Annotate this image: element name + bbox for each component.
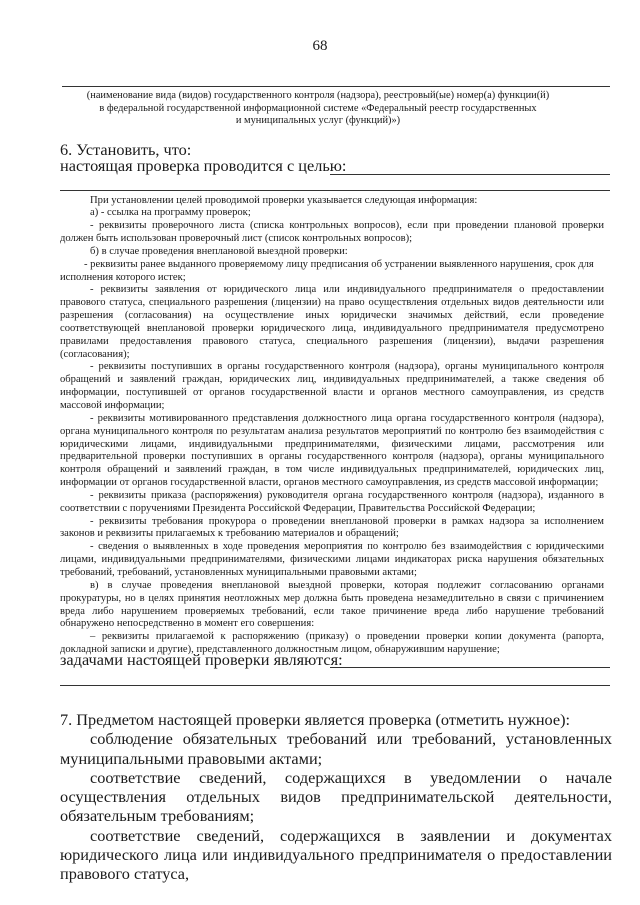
goal-label: настоящая проверка проводится с целью:: [60, 156, 347, 175]
note-item: а) - ссылка на программу проверок;: [90, 207, 251, 219]
note-item: б) в случае проведения внеплановой выездной проверки:: [90, 245, 348, 257]
goal-blank-line-2[interactable]: [60, 190, 610, 191]
check-subject-item[interactable]: соответствие сведений, содержащихся в заявлении и документах юридического лица или индивидуального предпринимателя о предоставлении правового статуса,: [60, 825, 612, 884]
note-item: в) в случае проведения внеплановой выездной проверки, которая подлежит согласованию органами прокуратуры, но в целях принятия неотложных мер должна быть проведена незамедлительно в связи с причинением вреда либо нарушением проверяемых требований, если такое причинение вреда либо нарушение требований обнаружено непосредственно в момент его совершения:: [60, 579, 604, 630]
note-intro: При установлении целей проводимой проверки указывается следующая информация:: [90, 194, 478, 206]
note-item: - реквизиты поступивших в органы государственного контроля (надзора), органы муниципального контроля обращений и заявлений граждан, юридических лиц, индивидуальных предпринимателей, а также сведения об информации, поступившей от органов государственной власти и органов местного самоуправления, из средств массовой информации;: [60, 361, 604, 411]
goal-blank-line[interactable]: [330, 174, 610, 175]
section6-title: 6. Установить, что:: [60, 140, 192, 159]
note-item: - реквизиты требования прокурора о проведении внеплановой проверки в рамках надзора за исполнением законов и реквизиты прилагаемых к требованию материалов и обращений;: [60, 515, 604, 540]
note-item: – реквизиты прилагаемой к распоряжению (приказу) о проведении проверки копии документа (рапорта, докладной записки и другие), представленного должностным лицом, обнаружившим нарушение;: [60, 631, 604, 656]
caption-line: и муниципальных услуг (функций)»): [235, 115, 401, 126]
section7: [60, 710, 612, 884]
caption-line: в федеральной государственной информационной системе «Федеральный реестр государственных: [99, 102, 537, 114]
note-item: - реквизиты приказа (распоряжения) руководителя органа государственного контроля (надзора), изданного в соответствии с поручениями Президента Российской Федерации, Правительства Российской Федерации;: [60, 489, 604, 514]
caption-line: (наименование вида (видов) государственного контроля (надзора), реестровый(ые) номер(а) функции(й): [86, 90, 550, 101]
note-item: - реквизиты ранее выданного проверяемому лицу предписания об устранении выявленного нарушения, срок для исполнения которого истек;: [60, 258, 594, 283]
page-number: 68: [312, 38, 328, 54]
note-item: - сведения о выявленных в ходе проведения мероприятия по контролю без взаимодействия с юридическими лицами, индивидуальными предпринимателями, физическими лицами индикаторах риска нарушения обязательных требований, требований, установленных муниципальными правовыми актами;: [60, 541, 604, 578]
check-subject-item[interactable]: соблюдение обязательных требований или требований, установленных муниципальными правовыми актами;: [60, 729, 612, 768]
tasks-label: задачами настоящей проверки являются:: [60, 650, 343, 669]
section7-title: 7. Предметом настоящей проверки является проверка (отметить нужное):: [60, 710, 571, 729]
check-subject-item[interactable]: соответствие сведений, содержащихся в уведомлении о начале осуществления отдельных видов предпринимательской деятельности, обязательным требованиям;: [60, 767, 612, 826]
tasks-blank-line[interactable]: [330, 667, 610, 668]
goal-instructions: [60, 195, 604, 657]
control-type-line: [62, 86, 610, 87]
control-type-caption: [68, 90, 568, 128]
note-item: - реквизиты проверочного листа (списка контрольных вопросов), если при проведении плановой проверки должен быть использован проверочный лист (список контрольных вопросов);: [60, 220, 604, 245]
note-item: - реквизиты заявления от юридического лица или индивидуального предпринимателя о предоставлении правового статуса, специального разрешения (лицензии) на право осуществления отдельных видов деятельности или разрешения (согласования) на осуществление иных юридически значимых действий, если проведение соответствующей внеплановой проверки юридического лица, индивидуального предпринимателя предусмотрено правилами предоставления правового статуса, специального разрешения (лицензии), выдачи разрешения (согласования);: [60, 284, 604, 360]
note-item: - реквизиты мотивированного представления должностного лица органа государственного контроля (надзора), органа муниципального контроля по результатам анализа результатов мероприятий по контролю без взаимодействия с юридическими лицами, индивидуальными предпринимателями, физическими лицами, рассмотрения или предварительной проверки поступивших в органы государственного контроля (надзора), органы муниципального контроля обращений и заявлений граждан, в том числе индивидуальных предпринимателей, юридических лиц, информации от органов государственной власти, органов местного самоуправления, из средств массовой информации;: [60, 412, 604, 489]
tasks-blank-line-2[interactable]: [60, 685, 610, 686]
